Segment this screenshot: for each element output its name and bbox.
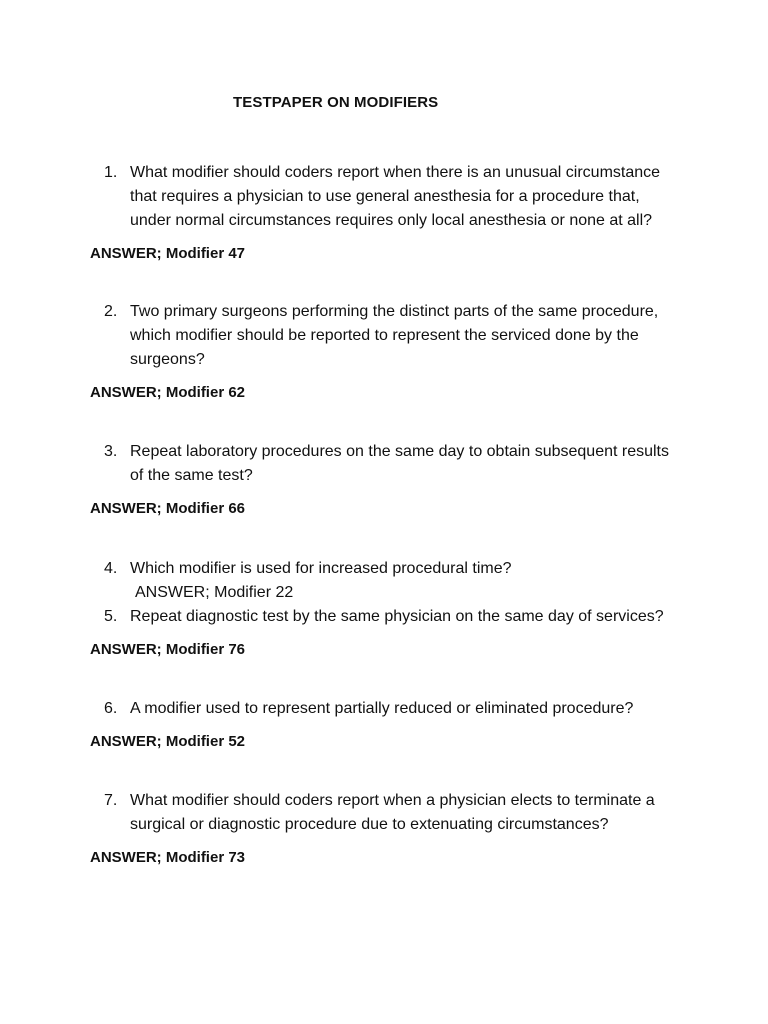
answer-7: ANSWER; Modifier 73 — [90, 849, 246, 866]
question-number: 5. — [104, 608, 118, 625]
question-number: 2. — [104, 303, 118, 320]
question-text: What modifier should coders report when there is an unusual circumstance that requires a physician to use general anesthesia for a procedure that, under normal circumstances requires only local anesthesia or none at all? — [130, 164, 661, 229]
question-1 — [104, 161, 704, 233]
answer-4: ANSWER; Modifier 22 — [135, 584, 294, 601]
question-text: Repeat diagnostic test by the same physician on the same day of services? — [130, 608, 664, 625]
answer-6: ANSWER; Modifier 52 — [90, 733, 246, 750]
question-number: 4. — [104, 560, 118, 577]
question-text: Repeat laboratory procedures on the same day to obtain subsequent results of the same test? — [130, 443, 669, 484]
answer-5: ANSWER; Modifier 76 — [90, 641, 246, 658]
answer-1: ANSWER; Modifier 47 — [90, 245, 246, 262]
question-number: 1. — [104, 164, 118, 181]
question-2 — [104, 300, 704, 372]
answer-2: ANSWER; Modifier 62 — [90, 384, 246, 401]
question-number: 3. — [104, 443, 118, 460]
question-number: 7. — [104, 792, 118, 809]
question-text: What modifier should coders report when a physician elects to terminate a surgical or diagnostic procedure due to extenuating circumstances? — [130, 792, 655, 833]
question-text: Which modifier is used for increased procedural time? — [130, 560, 512, 577]
question-3 — [104, 440, 704, 488]
question-6 — [104, 697, 704, 721]
question-7 — [104, 789, 704, 837]
answer-3: ANSWER; Modifier 66 — [90, 500, 246, 517]
question-5 — [104, 605, 704, 629]
question-number: 6. — [104, 700, 118, 717]
question-text: A modifier used to represent partially reduced or eliminated procedure? — [130, 700, 634, 717]
page-title: TESTPAPER ON MODIFIERS — [233, 94, 439, 111]
question-text: Two primary surgeons performing the distinct parts of the same procedure, which modifier should be reported to represent the serviced done by the surgeons? — [130, 303, 659, 368]
question-4 — [104, 557, 704, 581]
